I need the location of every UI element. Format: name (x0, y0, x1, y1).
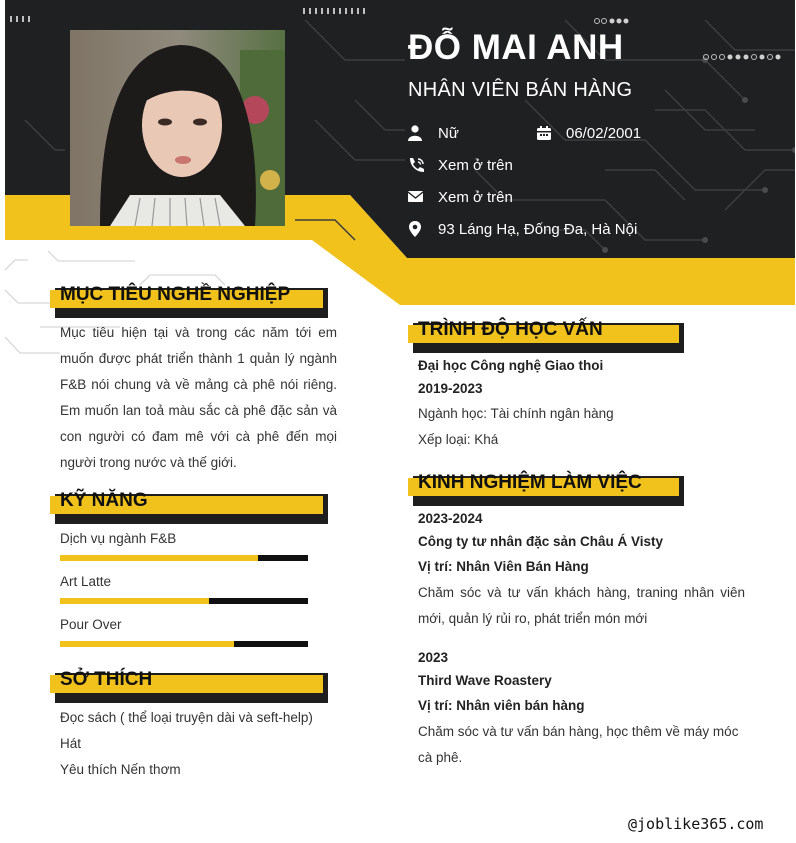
candidate-role: NHÂN VIÊN BÁN HÀNG (408, 79, 633, 101)
job-company: Công ty tư nhân đặc sản Châu Á Visty (418, 534, 664, 549)
job-position: Vị trí: Nhân viên bán hàng (418, 698, 585, 713)
calendar-icon (536, 125, 552, 141)
skill-label: Dịch vụ ngành F&B (60, 531, 177, 546)
email-value: Xem ở trên (438, 189, 513, 206)
job-period: 2023 (418, 650, 449, 665)
skill-bar (60, 641, 308, 647)
experience-title: KINH NGHIỆM LÀM VIỆC (418, 472, 642, 493)
job-description: Chăm sóc và tư vấn khách hàng, traning nhân viên mới, quản lý rủi ro, phát triển món mới (418, 585, 745, 626)
hobby-item: Đọc sách ( thể loại truyện dài và seft-help) (60, 710, 313, 725)
job-period: 2023-2024 (418, 511, 483, 526)
section-title-skills (50, 488, 323, 518)
skill-bar (60, 555, 308, 561)
objective-text: Mục tiêu hiện tại và trong các năm tới em muốn được phát triển thành 1 quản lý ngành F&B nói chung và về mảng cà phê nói riêng. Em muốn lan toả màu sắc cà phê đặc sản và con người có đam mê với cà phê đến mọi người trong nước và thế giới. (60, 325, 337, 470)
skill-bar (60, 598, 308, 604)
job-company: Third Wave Roastery (418, 673, 552, 688)
profile-photo (70, 30, 285, 226)
education-grade: Xếp loại: Khá (418, 432, 499, 447)
education-school: Đại học Công nghệ Giao thoi (418, 358, 604, 373)
education-title: TRÌNH ĐỘ HỌC VẤN (418, 319, 603, 340)
address-value: 93 Láng Hạ, Đống Đa, Hà Nội (438, 221, 638, 238)
skill-bar-fill (60, 641, 234, 647)
objective-title: MỤC TIÊU NGHỀ NGHIỆP (60, 284, 291, 305)
user-icon (408, 125, 424, 141)
education-years: 2019-2023 (418, 381, 483, 396)
skill-bar-fill (60, 555, 258, 561)
phone-icon (408, 157, 426, 173)
section-title-objective (50, 282, 323, 312)
map-pin-icon (408, 221, 424, 239)
hobbies-title: SỞ THÍCH (60, 669, 153, 690)
envelope-icon (408, 189, 424, 205)
skill-label: Pour Over (60, 617, 122, 632)
skill-bar-fill (60, 598, 209, 604)
skills-title: KỸ NĂNG (60, 490, 148, 511)
section-title-hobbies (50, 667, 323, 697)
profile-photo-image (70, 30, 285, 226)
job-position: Vị trí: Nhân Viên Bán Hàng (418, 559, 589, 574)
candidate-name: ĐỖ MAI ANH (408, 28, 624, 67)
phone-value: Xem ở trên (438, 157, 513, 174)
hobby-item: Hát (60, 736, 82, 751)
section-title-education (408, 317, 679, 347)
gender-value: Nữ (438, 125, 459, 142)
birthday-value: 06/02/2001 (566, 125, 642, 142)
watermark-text: @joblike365.com (628, 815, 764, 833)
skill-label: Art Latte (60, 574, 112, 589)
education-major: Ngành học: Tài chính ngân hàng (418, 406, 614, 421)
job-description: Chăm sóc và tư vấn bán hàng, học thêm về máy móc cà phê. (418, 724, 739, 765)
section-title-experience (408, 470, 679, 500)
hobby-item: Yêu thích Nến thơm (60, 762, 181, 777)
